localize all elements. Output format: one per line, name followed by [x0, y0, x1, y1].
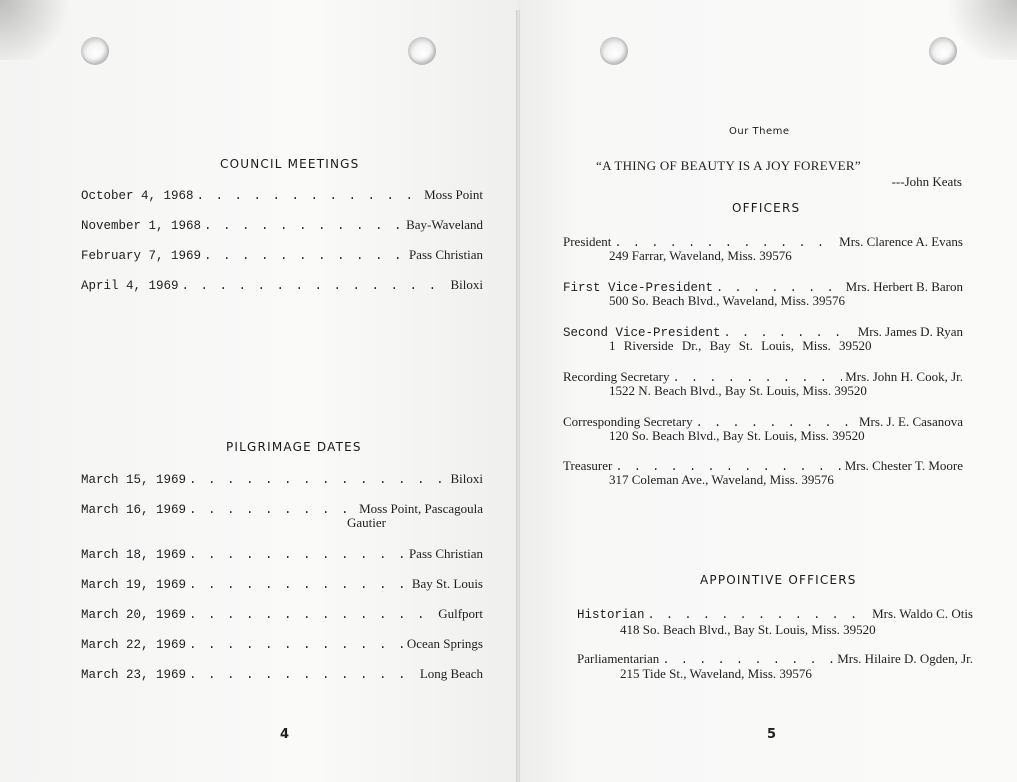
meeting-date: February 7, 1969: [81, 249, 202, 263]
appointive-row: [577, 651, 973, 667]
officer-name: Mrs. Clarence A. Evans: [839, 234, 963, 249]
dot-leader: [204, 249, 406, 263]
pilgrimage-dates-heading: PILGRIMAGE DATES: [226, 440, 362, 454]
pilgrimage-place: Bay St. Louis: [411, 576, 483, 591]
pilgrimage-place: Biloxi: [450, 471, 483, 486]
dot-leader: [189, 503, 356, 517]
meeting-place: Biloxi: [450, 277, 483, 292]
officer-address: 1522 N. Beach Blvd., Bay St. Louis, Miss. 39520: [609, 383, 867, 398]
pilgrimage-row: [81, 471, 483, 487]
officer-address: 418 So. Beach Blvd., Bay St. Louis, Miss. 39520: [620, 622, 876, 637]
dot-leader: [648, 608, 870, 622]
officer-title: Corresponding Secretary: [563, 414, 693, 429]
officer-name: Mrs. John H. Cook, Jr.: [845, 369, 963, 384]
officer-title: First Vice-President: [563, 281, 714, 295]
pilgrimage-row: [81, 576, 483, 592]
dot-leader: [189, 668, 417, 682]
dot-leader: [189, 548, 406, 562]
officer-address: 500 So. Beach Blvd., Waveland, Miss. 39576: [609, 293, 845, 308]
pilgrimage-date: March 20, 1969: [81, 608, 187, 622]
page-number: 4: [280, 727, 290, 742]
officer-name: Mrs. Herbert B. Baron: [845, 279, 963, 294]
pilgrimage-row: [81, 606, 483, 622]
pilgrimage-date: March 19, 1969: [81, 578, 187, 592]
officer-address: 120 So. Beach Blvd., Bay St. Louis, Miss. 39520: [609, 428, 865, 443]
appointive-row: [577, 606, 973, 622]
pilgrimage-place: Ocean Springs: [406, 636, 483, 651]
officer-title: Parliamentarian: [577, 651, 660, 666]
pilgrimage-row: [81, 636, 483, 652]
quote-author: ---John Keats: [891, 174, 962, 189]
pilgrimage-row: [81, 501, 483, 517]
meeting-date: October 4, 1968: [81, 189, 194, 203]
dot-leader: [189, 638, 404, 652]
dot-leader: [189, 473, 447, 487]
meeting-row: [81, 217, 483, 233]
pilgrimage-date: March 16, 1969: [81, 503, 187, 517]
dot-leader: [662, 653, 834, 667]
punch-hole-icon: [600, 37, 628, 65]
theme-quote: “A THING OF BEAUTY IS A JOY FOREVER”: [596, 158, 861, 173]
officer-title: Treasurer: [563, 458, 613, 473]
meeting-row: [81, 187, 483, 203]
dot-leader: [197, 189, 422, 203]
officer-name: Mrs. Chester T. Moore: [844, 458, 963, 473]
punch-hole-icon: [408, 37, 436, 65]
officer-title: President: [563, 234, 612, 249]
page-corner-shadow: [0, 0, 80, 60]
meeting-place: Moss Point: [424, 187, 483, 202]
pilgrimage-place: Moss Point, Pascagoula: [359, 501, 483, 516]
dot-leader: [204, 219, 403, 233]
pilgrimage-date: March 18, 1969: [81, 548, 187, 562]
meeting-place: Bay-Waveland: [406, 217, 483, 232]
book-spine: [516, 10, 520, 782]
meeting-date: April 4, 1969: [81, 279, 179, 293]
officers-heading: OFFICERS: [732, 201, 801, 215]
officer-name: Mrs. James D. Ryan: [857, 324, 963, 339]
dot-leader: [182, 279, 448, 293]
council-meetings-heading: COUNCIL MEETINGS: [220, 157, 360, 171]
officer-title: Recording Secretary: [563, 369, 670, 384]
officer-address: 1 Riverside Dr., Bay St. Louis, Miss. 39520: [609, 338, 872, 353]
pilgrimage-date: March 15, 1969: [81, 473, 187, 487]
dot-leader: [189, 578, 409, 592]
officer-name: Mrs. Hilaire D. Ogden, Jr.: [837, 651, 973, 666]
pilgrimage-place: Pass Christian: [408, 546, 483, 561]
officer-title: Second Vice-President: [563, 326, 721, 340]
officer-address: 215 Tide St., Waveland, Miss. 39576: [620, 666, 812, 681]
pilgrimage-date: March 23, 1969: [81, 668, 187, 682]
pilgrimage-place: Gulfport: [438, 606, 483, 621]
punch-hole-icon: [929, 37, 957, 65]
meeting-date: November 1, 1968: [81, 219, 202, 233]
officer-address: 317 Coleman Ave., Waveland, Miss. 39576: [609, 472, 834, 487]
page-number: 5: [767, 727, 777, 742]
officer-title: Historian: [577, 608, 645, 622]
punch-hole-icon: [81, 37, 109, 65]
meeting-place: Pass Christian: [408, 247, 483, 262]
officer-name: Mrs. Waldo C. Otis: [872, 606, 973, 621]
pilgrimage-place: Long Beach: [419, 666, 483, 681]
officer-name: Mrs. J. E. Casanova: [859, 414, 963, 429]
pilgrimage-row: [81, 666, 483, 682]
appointive-officers-heading: APPOINTIVE OFFICERS: [700, 573, 857, 587]
pilgrimage-date: March 22, 1969: [81, 638, 187, 652]
officer-address: 249 Farrar, Waveland, Miss. 39576: [609, 248, 792, 263]
theme-label: Our Theme: [729, 126, 790, 137]
meeting-row: [81, 247, 483, 263]
pilgrimage-row: [81, 546, 483, 562]
dot-leader: [189, 608, 435, 622]
meeting-row: [81, 277, 483, 293]
pilgrimage-place-line2: Gautier: [347, 515, 386, 530]
